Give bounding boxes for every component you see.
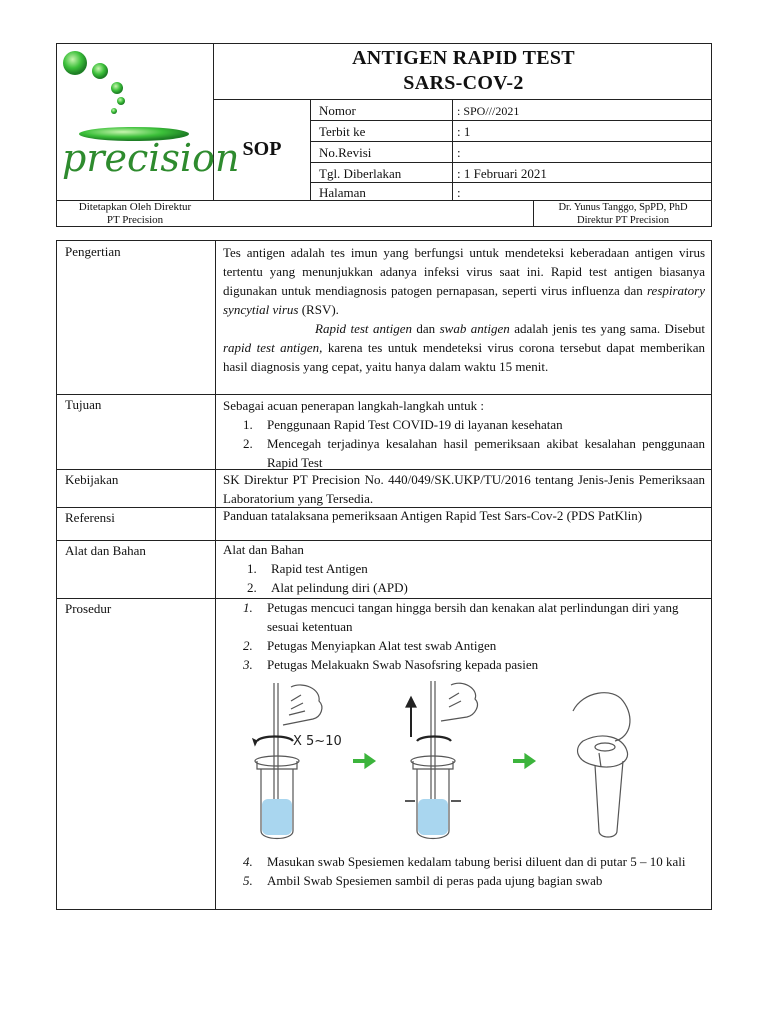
meta-value-revisi: : — [457, 145, 461, 160]
meta-value-terbit: : 1 — [457, 124, 471, 139]
rotation-label: X 5~10 — [293, 734, 342, 749]
alat-intro: Alat dan Bahan — [223, 542, 304, 557]
tujuan-item: 1. Penggunaan Rapid Test COVID-19 di layanan kesehatan — [243, 417, 563, 432]
sop-label: SOP — [242, 138, 282, 160]
meta-value-halaman: : — [457, 185, 461, 200]
signer-title: Direktur PT Precision — [577, 215, 669, 226]
prosedur-step: 2. Petugas Menyiapkan Alat test swab Antigen — [243, 638, 497, 653]
meta-label-tgl: Tgl. Diberlakan — [319, 166, 402, 181]
set-by-line1: Ditetapkan Oleh Direktur — [78, 201, 192, 213]
signer-name: Dr. Yunus Tanggo, SpPD, PhD — [558, 202, 688, 213]
label-alat: Alat dan Bahan — [65, 543, 146, 558]
alat-item: 2. Alat pelindung diri (APD) — [247, 580, 408, 595]
meta-label-revisi: No.Revisi — [319, 145, 372, 160]
meta-value-tgl: : 1 Februari 2021 — [457, 166, 547, 181]
referensi-text: Panduan tatalaksana pemeriksaan Antigen Rapid Test Sars-Cov-2 (PDS PatKlin) — [223, 508, 643, 523]
prosedur-step: 4. Masukan swab Spesiemen kedalam tabung berisi diluent dan di putar 5 – 10 kali — [243, 854, 686, 869]
prosedur-step: 1. Petugas mencuci tangan hingga bersih dan kenakan alat perlindungan diri yang sesuai ketentuan — [243, 600, 679, 634]
label-pengertian: Pengertian — [65, 244, 121, 259]
meta-label-nomor: Nomor — [319, 103, 356, 118]
tujuan-item: 2. Mencegah terjadinya kesalahan hasil pemeriksaan akibat kesalahan penggunaan Rapid Test — [243, 436, 705, 470]
label-kebijakan: Kebijakan — [65, 472, 119, 487]
meta-value-nomor: : SPO///2021 — [457, 104, 520, 118]
diluent-liquid — [262, 799, 292, 835]
document-title: ANTIGEN RAPID TEST — [352, 47, 575, 69]
label-tujuan: Tujuan — [65, 397, 102, 412]
pengertian-paragraph-1: Tes antigen adalah tes imun yang berfungsi untuk mendeteksi keberadaan antigen virus tertentu yang menunjukkan adanya infeksi virus saat ini. Rapid test antigen biasanya digunakan untuk mendiagnosis patogen pernapasan, seperti virus influenza dan respiratory syncytial virus (RSV). — [223, 245, 705, 317]
tujuan-intro: Sebagai acuan penerapan langkah-langkah untuk : — [223, 398, 484, 413]
meta-label-halaman: Halaman — [319, 185, 366, 200]
label-prosedur: Prosedur — [65, 601, 112, 616]
document-subtitle: SARS-COV-2 — [403, 72, 524, 94]
meta-label-terbit: Terbit ke — [319, 124, 366, 139]
pengertian-paragraph-2: Rapid test antigen dan swab antigen adalah jenis tes yang sama. Disebut rapid test antigen, karena tes untuk mendeteksi virus corona tersebut dapat memberikan hasil diagnosis yang cepat, yaitu hanya dalam waktu 15 menit. — [223, 321, 705, 374]
prosedur-step: 5. Ambil Swab Spesiemen sambil di peras pada ujung bagian swab — [243, 873, 603, 888]
label-referensi: Referensi — [65, 510, 115, 525]
swab-procedure-illustration — [243, 681, 643, 841]
logo-text: precision — [62, 136, 240, 180]
kebijakan-text: SK Direktur PT Precision No. 440/049/SK.UKP/TU/2016 tentang Jenis-Jenis Pemeriksaan Laboratorium yang Tersedia. — [223, 472, 705, 506]
alat-item: 1. Rapid test Antigen — [247, 561, 368, 576]
prosedur-step: 3. Petugas Melakuakn Swab Nasofsring kepada pasien — [243, 657, 539, 672]
sop-header-table — [56, 43, 712, 227]
company-logo — [59, 46, 240, 196]
set-by-line2: PT Precision — [106, 214, 164, 226]
sop-content-table — [56, 240, 712, 910]
